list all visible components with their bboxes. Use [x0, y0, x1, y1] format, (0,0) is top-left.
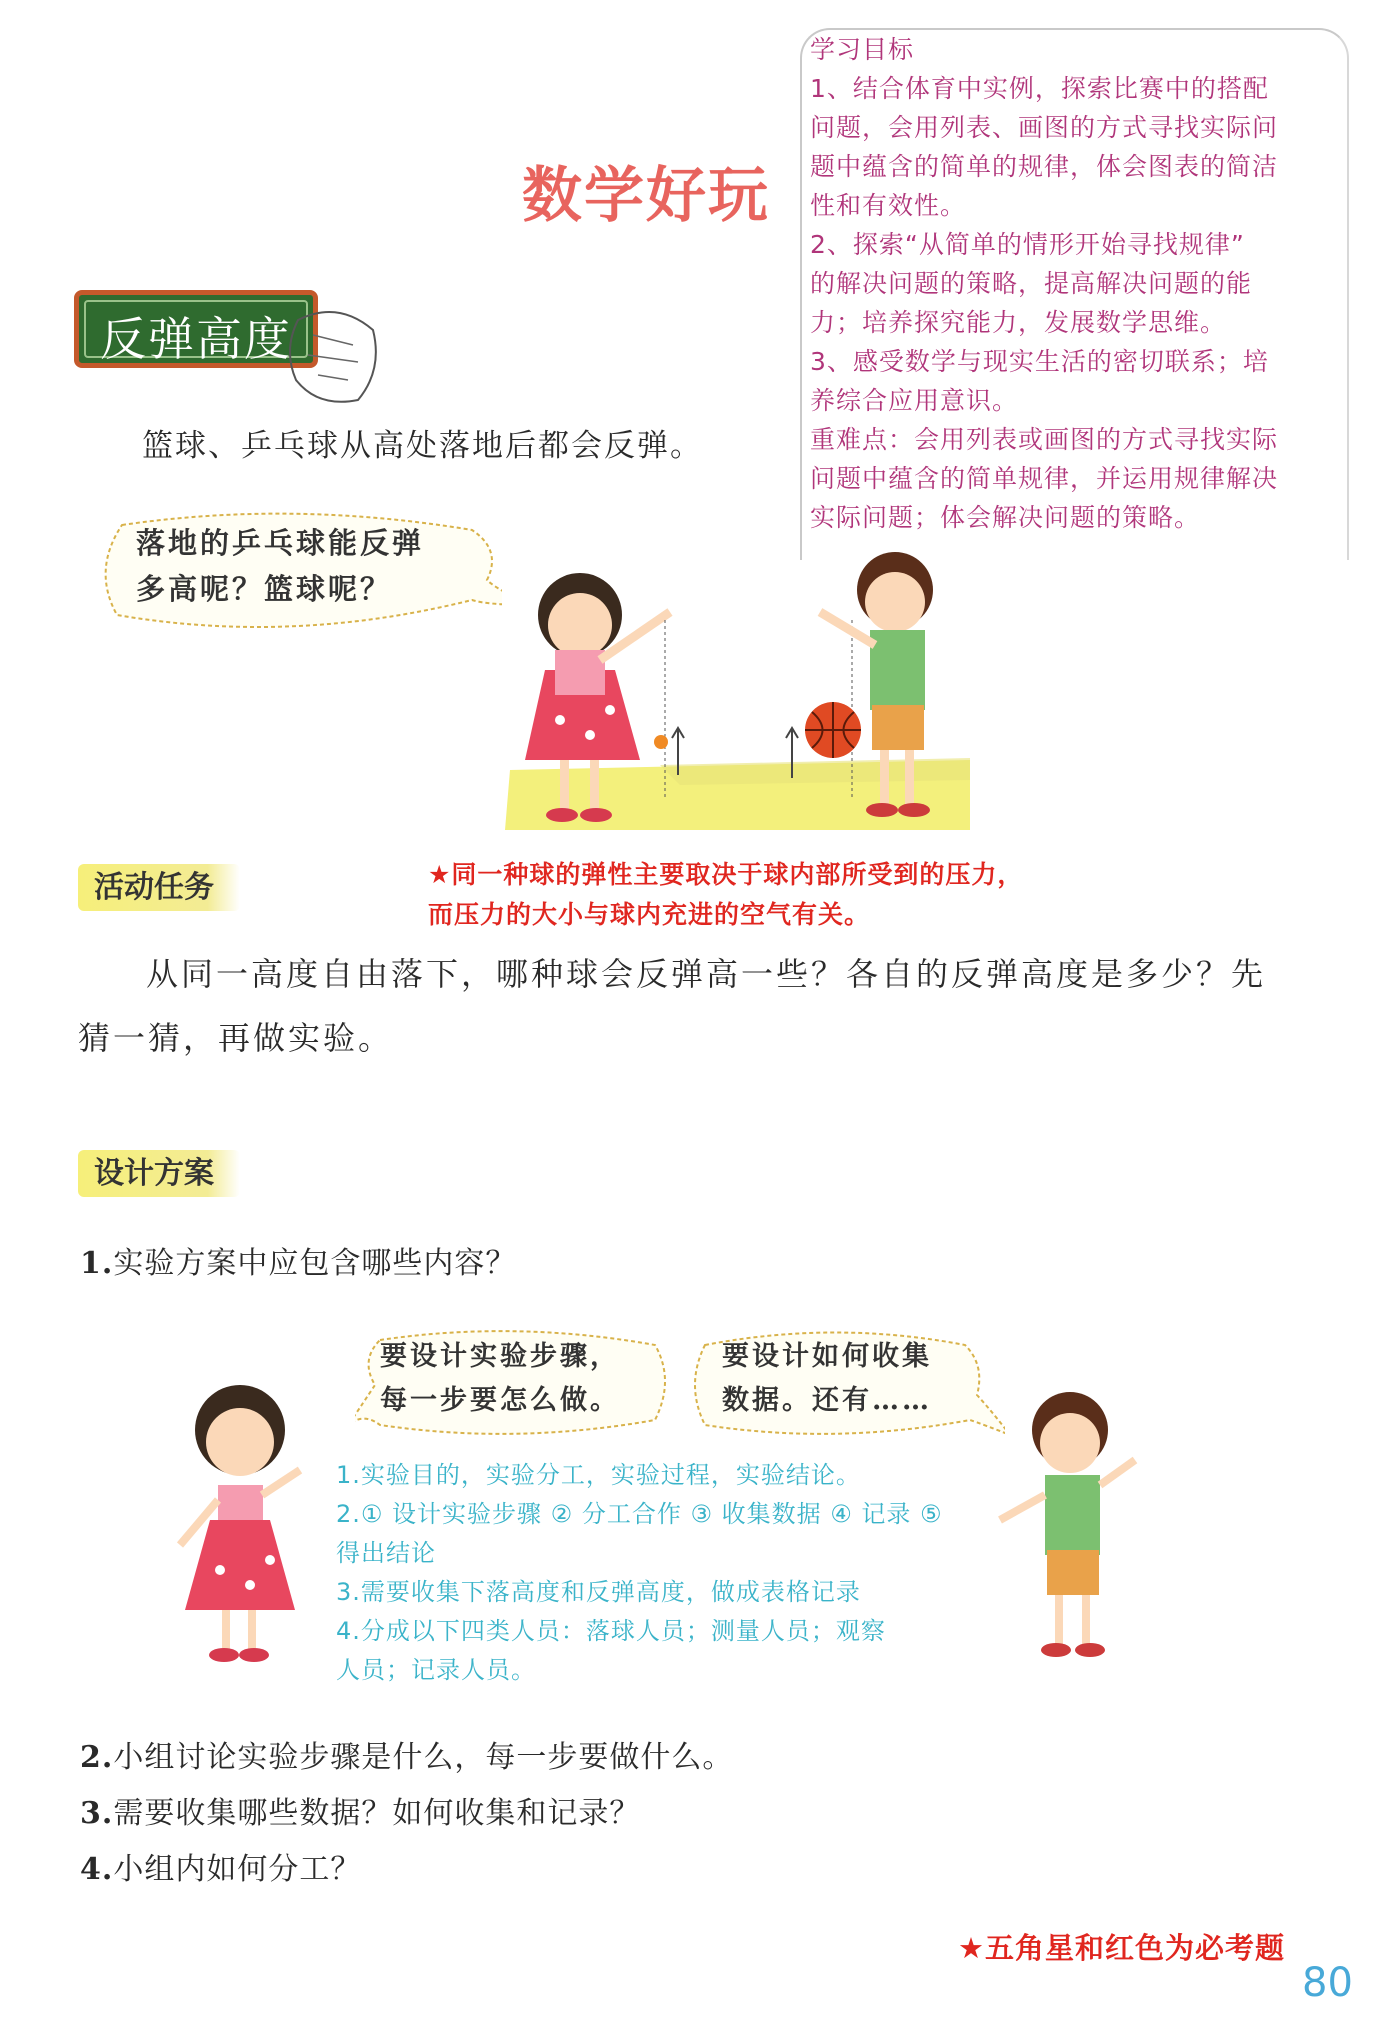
goals-line: 重难点：会用列表或画图的方式寻找实际: [810, 425, 1279, 454]
goals-line: 1、结合体育中实例，探索比赛中的搭配: [810, 74, 1269, 103]
question-4: 4.小组内如何分工？: [80, 1852, 362, 1887]
goals-line: 2、探索“从简单的情形开始寻找规律”: [810, 230, 1245, 259]
handwritten-answers: 1.实验目的，实验分工，实验过程，实验结论。 2.① 设计实验步骤 ② 分工合作 ③ 收集数据 ④ 记录 ⑤ 得出结论 3.需要收集下落高度和反弹高度，做成表格记录 4.分成以下四类人员：落球人员；测量人员；观察 人员；记录人员。: [336, 1461, 943, 1684]
question-1: 1.实验方案中应包含哪些内容？: [80, 1246, 517, 1281]
intro-text: 篮球、乒乓球从高处落地后都会反弹。: [142, 428, 703, 464]
goals-line: 3、感受数学与现实生活的密切联系；培: [810, 347, 1269, 376]
girl-illustration: [150, 1370, 330, 1670]
learning-goals: [810, 30, 1345, 537]
speech-bubble-text: 要设计如何收集 数据。还有……: [722, 1341, 932, 1416]
footer-note: ★五角星和红色为必考题: [958, 1931, 1285, 1965]
goals-line: 实际问题；体会解决问题的策略。: [810, 503, 1201, 532]
goals-line: 力；培养探究能力，发展数学思维。: [810, 308, 1227, 337]
activity-paragraph: 从同一高度自由落下，哪种球会反弹高一些？各自的反弹高度是多少？先 猜一猜，再做实验。: [78, 955, 1267, 1057]
question-3: 3.需要收集哪些数据？如何收集和记录？: [80, 1796, 641, 1831]
page-number: 80: [1302, 1960, 1353, 2006]
required-note: ★同一种球的弹性主要取决于球内部所受到的压力， 而压力的大小与球内充进的空气有关。: [428, 860, 1024, 929]
question-2: 2.小组讨论实验步骤是什么，每一步要做什么。: [80, 1740, 734, 1775]
goals-line: 的解决问题的策略，提高解决问题的能: [810, 269, 1253, 298]
ball-bounce-illustration: [500, 530, 980, 830]
boy-illustration: [990, 1385, 1150, 1675]
section-title: 反弹高度: [100, 312, 292, 366]
stamp-decoration: [278, 300, 388, 410]
speech-bubble-text: 落地的乒乓球能反弹 多高呢？篮球呢？: [136, 526, 425, 606]
goals-line: 题中蕴含的简单的规律，体会图表的简洁: [810, 152, 1279, 181]
speech-bubble-text: 要设计实验步骤， 每一步要怎么做。: [380, 1341, 620, 1416]
goals-line: 问题中蕴含的简单规律，并运用规律解决: [810, 464, 1279, 493]
page-title: 数学好玩: [522, 161, 770, 231]
design-label: 设计方案: [78, 1148, 240, 1192]
goals-line: 问题，会用列表、画图的方式寻找实际问: [810, 113, 1279, 142]
activity-label: 活动任务: [78, 862, 240, 906]
goals-line: 性和有效性。: [810, 191, 967, 220]
goals-line: 养综合应用意识。: [810, 386, 1019, 415]
goals-heading: 学习目标: [810, 35, 915, 64]
